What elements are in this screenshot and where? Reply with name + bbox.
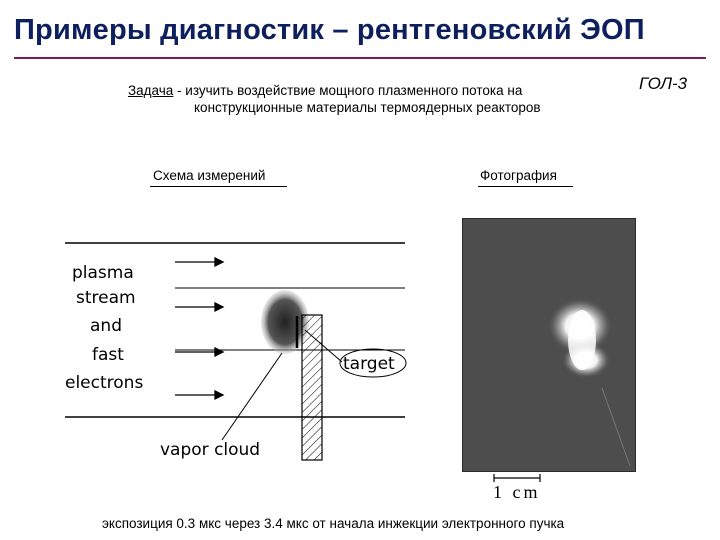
schema-caption: Схема измерений [153, 168, 266, 183]
task-line1: - изучить воздействие мощного плазменного потока на [173, 83, 523, 98]
target-rod [302, 315, 322, 460]
photo-caption-rule [478, 186, 573, 187]
schema-label-vapor: vapor cloud [160, 440, 261, 460]
title-divider [14, 57, 706, 59]
facility-label: ГОЛ-3 [639, 74, 688, 93]
scale-label: 1 cm [493, 482, 541, 502]
task-label: Задача [128, 83, 174, 98]
exposure-note: экспозиция 0.3 мкс через 3.4 мкс от начала инжекции электронного пучка [102, 516, 565, 531]
schema-label-electrons: electrons [65, 373, 144, 393]
schema-label-and: and [90, 316, 122, 336]
task-description [128, 82, 541, 116]
schema-label-plasma: plasma [72, 263, 134, 283]
page-title: Примеры диагностик – рентгеновский ЭОП [14, 14, 645, 46]
schema-label-target: target [343, 354, 395, 374]
task-line2: конструкционные материалы термоядерных реакторов [194, 100, 541, 115]
measurement-schema [60, 230, 420, 470]
schema-caption-rule [150, 186, 287, 187]
schema-label-fast: fast [92, 345, 124, 365]
photo-caption: Фотография [480, 168, 557, 183]
xray-photograph [462, 218, 636, 472]
schema-label-stream: stream [76, 288, 136, 308]
